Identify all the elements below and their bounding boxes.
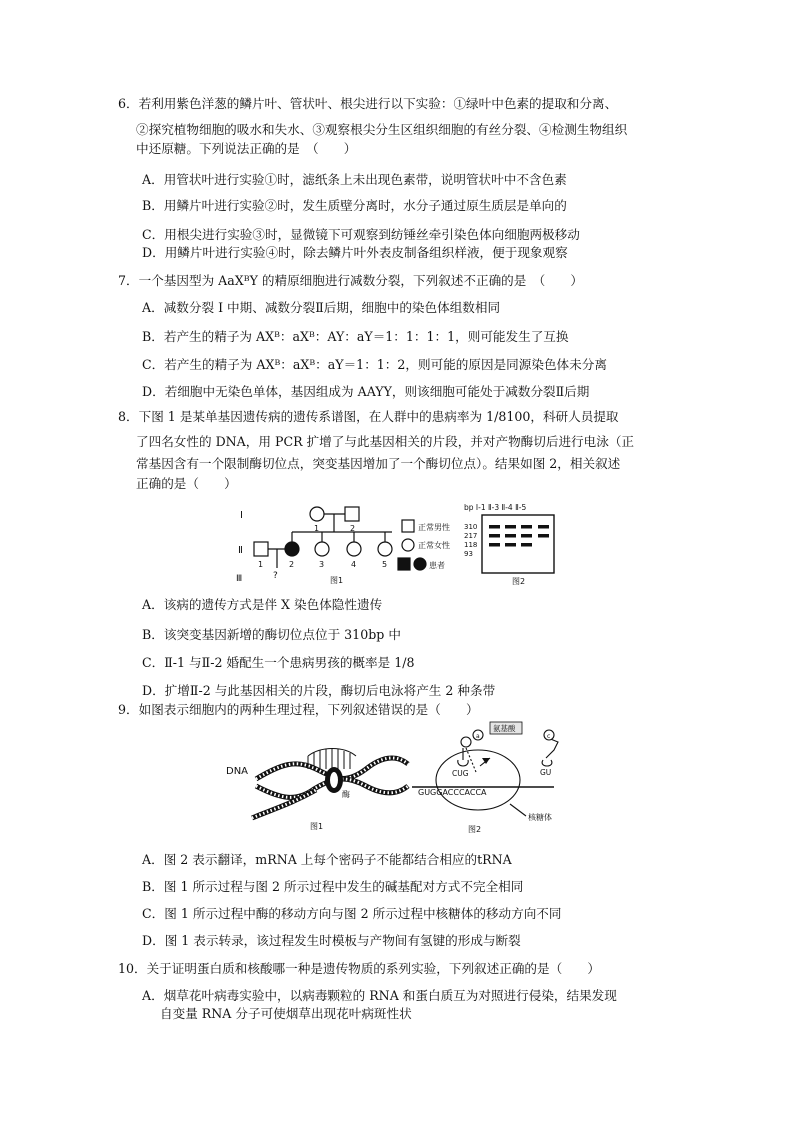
- q7-option-a: A．减数分裂 I 中期、减数分裂Ⅱ后期，细胞中的染色体组数相同: [142, 300, 501, 315]
- q9-stem: 9．如图表示细胞内的两种生理过程，下列叙述错误的是（ ）: [118, 702, 479, 717]
- fig-transcription-caption: 图1: [310, 822, 324, 831]
- pedigree-II-3-female: [315, 542, 329, 556]
- q6-stem-line-3: 中还原糖。下列说法正确的是 （ ）: [136, 141, 357, 156]
- gel-band: [521, 543, 532, 547]
- legend-normal-male: 正常男性: [418, 523, 450, 532]
- q9-option-a: A．图 2 表示翻译，mRNA 上每个密码子不能都结合相应的tRNA: [142, 852, 512, 867]
- q7-stem: 7．一个基因型为 AaXᴮY 的精原细胞进行减数分裂，下列叙述不正确的是 （ ）: [118, 273, 584, 288]
- bp-label: 93: [464, 550, 473, 558]
- dna-label: DNA: [226, 766, 249, 777]
- pedigree-num: 2: [350, 524, 356, 533]
- gel-header: bp Ⅰ-1 Ⅱ-3 Ⅱ-4 Ⅱ-5: [464, 503, 527, 512]
- pedigree-II-5-female: [378, 542, 392, 556]
- translation-figure: [408, 720, 576, 836]
- q9-option-d: D．图 1 表示转录，该过程发生时模板与产物间有氢键的形成与断裂: [142, 933, 521, 948]
- pedigree-num: 3: [319, 560, 325, 569]
- gen-label-1: Ⅰ: [240, 510, 243, 521]
- gel-band: [489, 543, 500, 547]
- q7-option-c: C．若产生的精子为 AXᴮ：aXᴮ：aY＝1：1：2，则可能的原因是同源染色体未分离: [142, 357, 607, 372]
- pedigree-num: 1: [258, 560, 264, 569]
- legend-normal-female: 正常女性: [418, 541, 450, 550]
- q6-option-a: A．用管状叶进行实验①时，滤纸条上未出现色素带，说明管状叶中不含色素: [142, 172, 567, 187]
- pedigree-num: 5: [382, 560, 388, 569]
- q6-option-d: D．用鳞片叶进行实验④时，除去鳞片叶外表皮制备组织样液，便于现象观察: [142, 245, 568, 260]
- gu-label: GU: [540, 768, 552, 777]
- q8-option-d: D．扩增Ⅱ-2 与此基因相关的片段，酶切后电泳将产生 2 种条带: [142, 683, 496, 698]
- amino-acid-b: [461, 737, 471, 747]
- pedigree-II-2-affected-female: [285, 542, 299, 556]
- gel-band: [505, 534, 516, 538]
- enzyme-label: 酶: [342, 790, 350, 799]
- bp-label: 310: [464, 523, 478, 531]
- ribosome-shape: [436, 750, 520, 810]
- pedigree-unknown: ?: [273, 571, 278, 581]
- pedigree-num: 1: [314, 524, 320, 533]
- bp-label: 118: [464, 541, 478, 549]
- pedigree-num: 2: [289, 560, 295, 569]
- fig-translation-caption: 图2: [468, 825, 482, 834]
- pedigree-figure: [222, 498, 470, 586]
- gen-label-3: Ⅲ: [236, 574, 243, 584]
- legend-female-circle: [402, 539, 414, 551]
- gel-band: [538, 534, 549, 538]
- ribosome-label: 核糖体: [528, 813, 552, 822]
- gen-label-2: Ⅱ: [238, 545, 243, 556]
- label-c: c: [547, 733, 551, 740]
- gel-band: [489, 525, 500, 529]
- gel-band: [521, 525, 532, 529]
- q8-option-c: C．Ⅱ-1 与Ⅱ-2 婚配生一个患病男孩的概率是 1/8: [142, 655, 415, 670]
- q6-stem-line-1: 6．若利用紫色洋葱的鳞片叶、管状叶、根尖进行以下实验：①绿叶中色素的提取和分离、: [118, 96, 618, 111]
- pedigree-num: 4: [351, 560, 357, 569]
- q9-option-b: B．图 1 所示过程与图 2 所示过程中发生的碱基配对方式不完全相同: [142, 879, 524, 894]
- q8-stem-line-2: 了四名女性的 DNA，用 PCR 扩增了与此基因相关的片段，并对产物酶切后进行电泳（正: [136, 434, 635, 449]
- mrna-sequence: GUGGACCCACCA: [418, 788, 487, 797]
- pedigree-I-1-female: [310, 507, 324, 521]
- fig2-caption: 图2: [512, 577, 526, 586]
- electrophoresis-figure: [462, 500, 562, 588]
- q10-option-a-line-2: 自变量 RNA 分子可使烟草出现花叶病斑性状: [160, 1006, 412, 1021]
- gel-band: [505, 543, 516, 547]
- gel-band: [489, 534, 500, 538]
- q10-option-a-line-1: A．烟草花叶病毒实验中，以病毒颗粒的 RNA 和蛋白质互为对照进行侵染，结果发现: [142, 988, 617, 1003]
- gel-band: [505, 525, 516, 529]
- label-a: a: [476, 733, 480, 740]
- fig1-caption: 图1: [330, 576, 344, 585]
- amino-acid-label: 氨基酸: [493, 724, 516, 733]
- pedigree-I-2-male: [345, 507, 359, 521]
- legend-affected-square: [398, 558, 410, 570]
- q7-option-d: D．若细胞中无染色单体，基因组成为 AAYY，则该细胞可能处于减数分裂Ⅱ后期: [142, 384, 590, 399]
- pedigree-II-4-female: [347, 542, 361, 556]
- q7-option-b: B．若产生的精子为 AXᴮ：aXᴮ：AY：aY＝1：1：1：1，则可能发生了互换: [142, 329, 569, 344]
- q8-stem-line-3: 常基因含有一个限制酶切位点，突变基因增加了一个酶切位点）。结果如图 2，相关叙述: [136, 456, 621, 471]
- q8-option-b: B．该突变基因新增的酶切位点位于 310bp 中: [142, 627, 401, 642]
- q8-stem-line-4: 正确的是（ ）: [136, 476, 237, 491]
- transcription-figure: [226, 724, 412, 834]
- bp-label: 217: [464, 532, 478, 540]
- q8-option-a: A．该病的遗传方式是伴 X 染色体隐性遗传: [142, 597, 383, 612]
- q6-option-b: B．用鳞片叶进行实验②时，发生质壁分离时，水分子通过原生质层是单向的: [142, 198, 567, 213]
- pedigree-II-1-male: [254, 542, 268, 556]
- legend-affected-circle: [414, 558, 426, 570]
- q6-option-c: C．用根尖进行实验③时，显微镜下可观察到纺锤丝牵引染色体向细胞两极移动: [142, 227, 580, 242]
- q10-stem: 10．关于证明蛋白质和核酸哪一种是遗传物质的系列实验，下列叙述正确的是（ ）: [118, 961, 600, 976]
- legend-male-square: [402, 520, 414, 532]
- anticodon-label: CUG: [452, 769, 469, 778]
- q9-option-c: C．图 1 所示过程中酶的移动方向与图 2 所示过程中核糖体的移动方向不同: [142, 906, 562, 921]
- q8-stem-line-1: 8．下图 1 是某单基因遗传病的遗传系谱图，在人群中的患病率为 1/8100，科研人员提取: [118, 409, 619, 424]
- gel-band: [521, 534, 532, 538]
- q6-stem-line-2: ②探究植物细胞的吸水和失水、③观察根尖分生区组织细胞的有丝分裂、④检测生物组织: [136, 122, 628, 137]
- gel-band: [538, 525, 549, 529]
- legend-patient: 患者: [429, 561, 445, 570]
